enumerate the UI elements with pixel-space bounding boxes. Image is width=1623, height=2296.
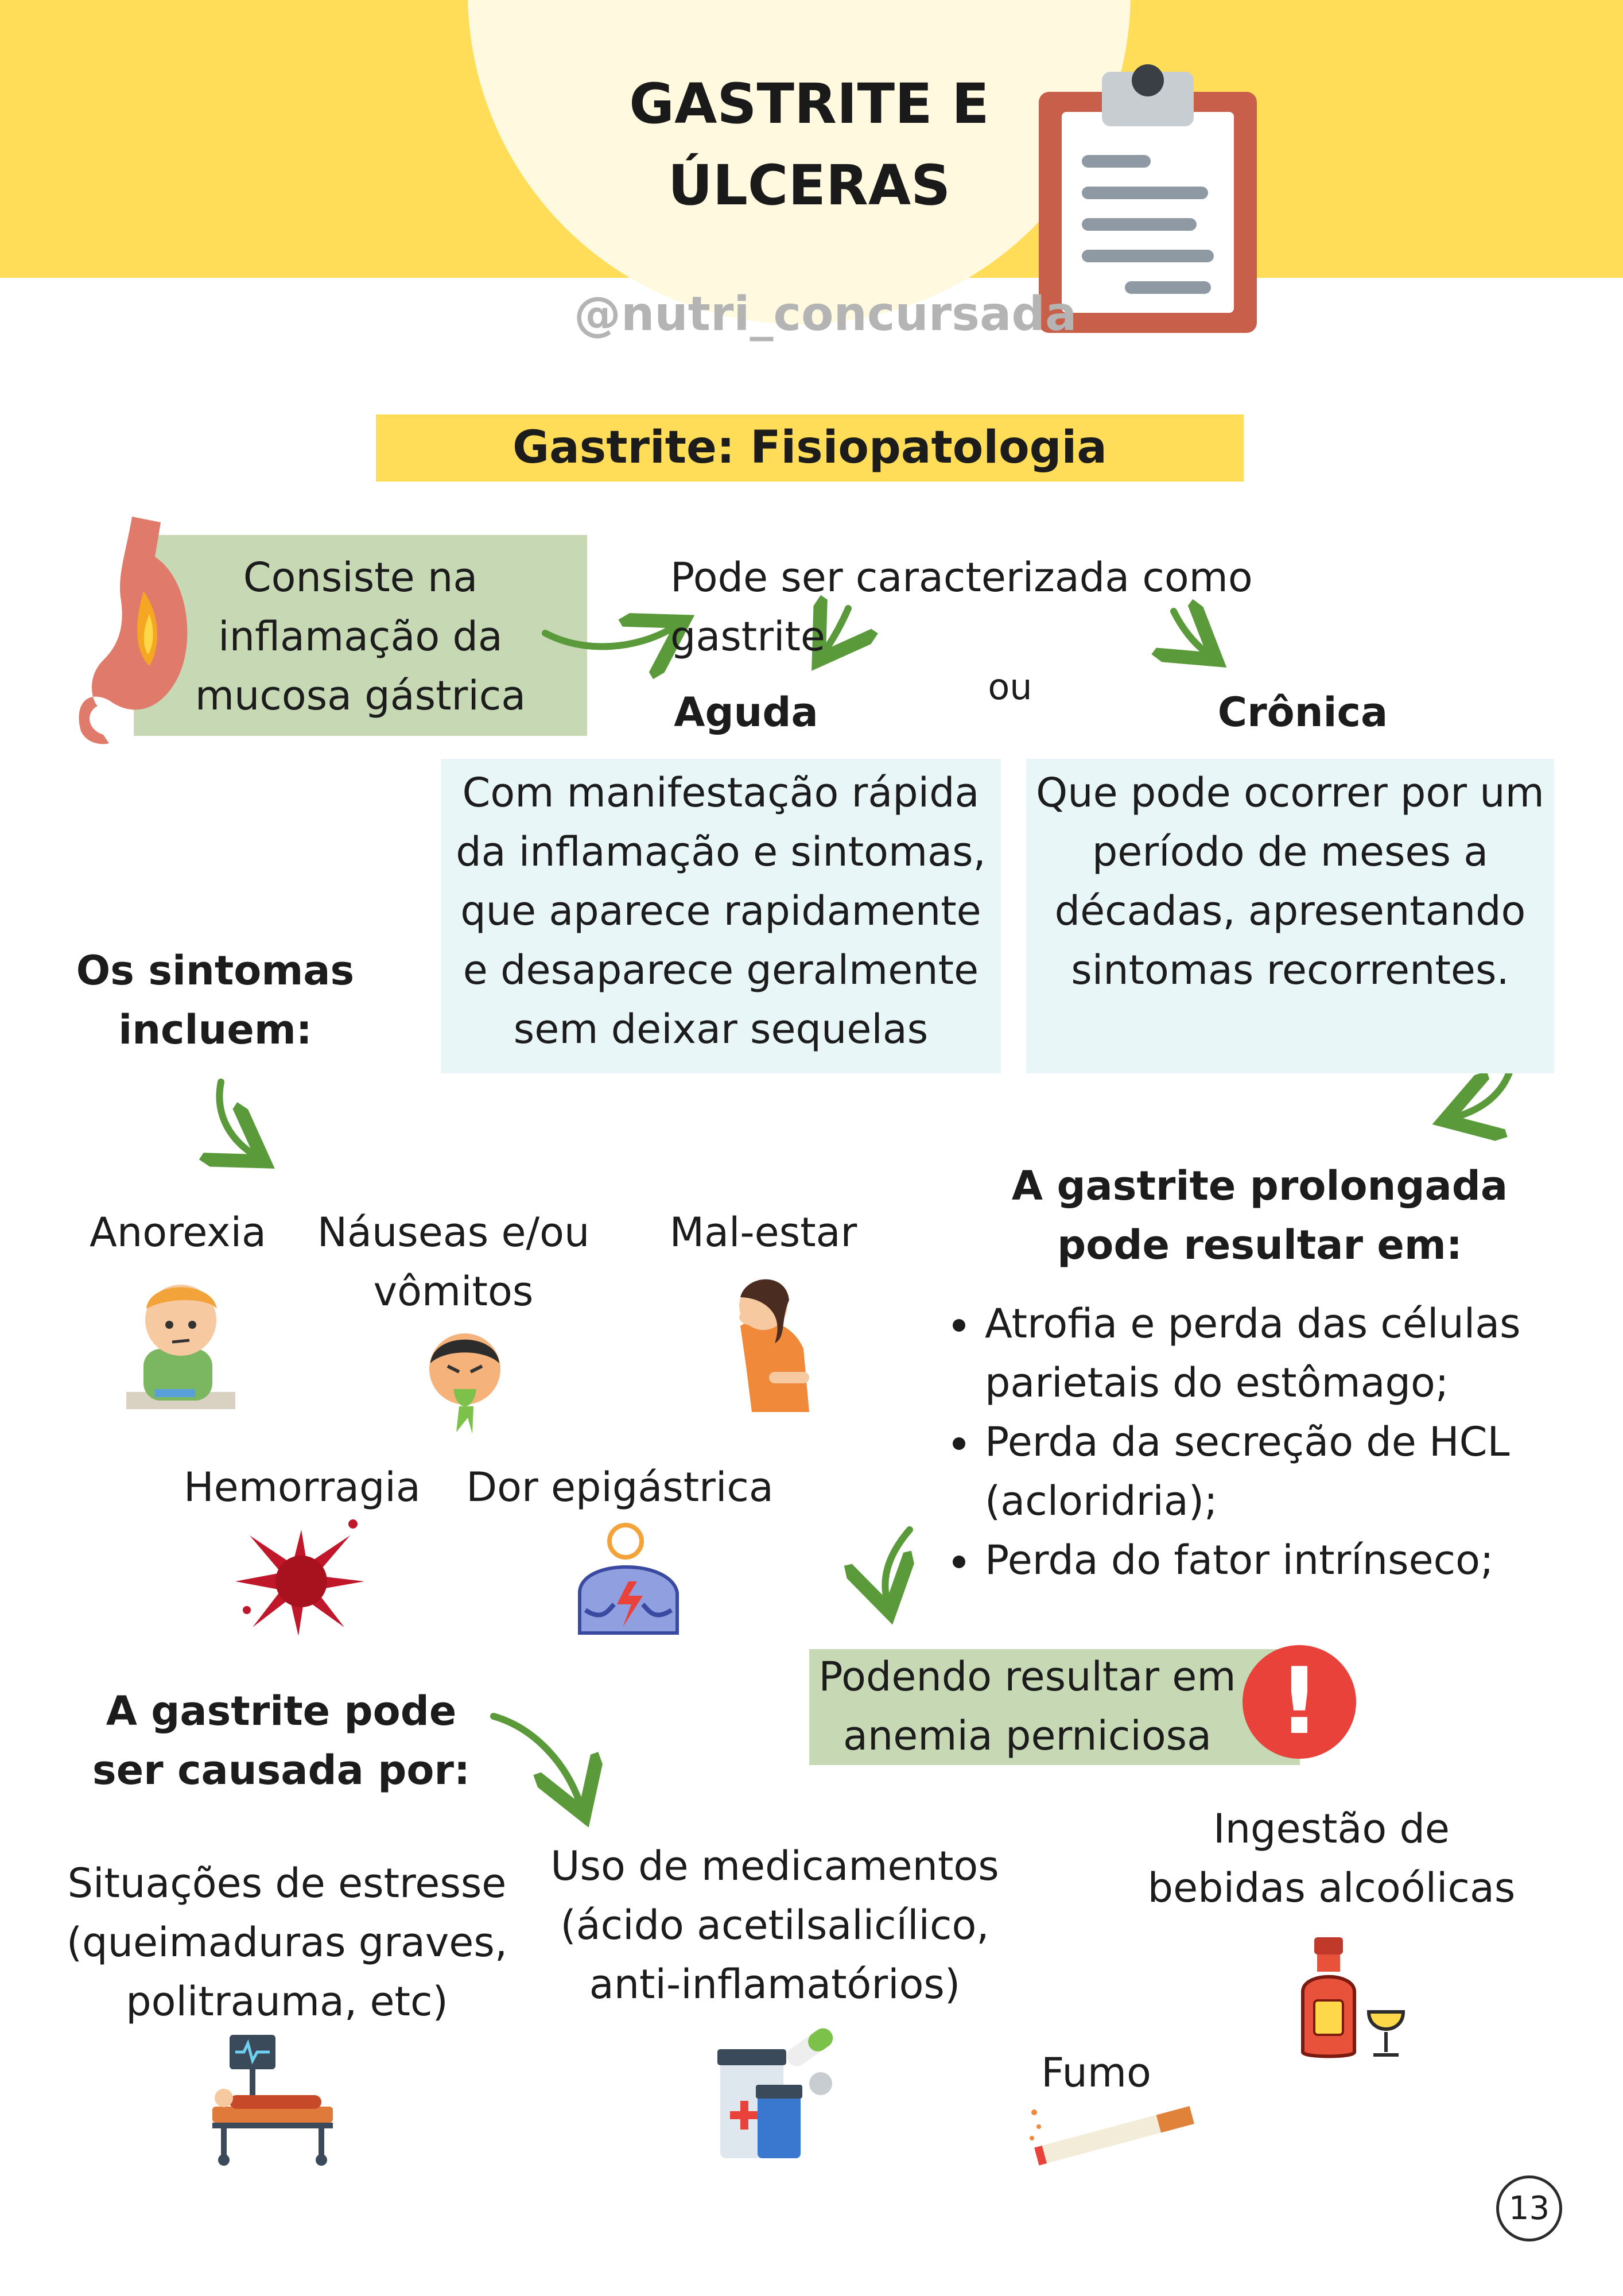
acute-line-2: da inflamação e sintomas, bbox=[456, 828, 986, 875]
arrow-definition bbox=[545, 629, 671, 646]
prolonged-heading bbox=[987, 1157, 1532, 1275]
symptoms-heading-line-2: incluem: bbox=[118, 1006, 312, 1053]
classification-intro: Pode ser caracterizada como gastrite bbox=[670, 554, 1253, 660]
or-label: ou bbox=[988, 666, 1032, 708]
prolonged-heading-line-1: A gastrite prolongada bbox=[1011, 1162, 1508, 1209]
acute-description bbox=[441, 763, 1001, 1059]
symptoms-heading-line-1: Os sintomas bbox=[76, 947, 355, 994]
prolonged-item-1-line-2: parietais do estômago; bbox=[985, 1359, 1449, 1406]
cause-meds-line-2: (ácido acetilsalicílico, bbox=[560, 1902, 989, 1949]
definition-line-2: inflamação da bbox=[218, 613, 503, 660]
vomiting-face-icon bbox=[428, 1332, 502, 1435]
chronic-line-2: período de meses a bbox=[1092, 828, 1489, 875]
blood-splatter-icon bbox=[235, 1512, 367, 1639]
sick-woman-icon bbox=[717, 1274, 821, 1412]
symptom-label-epigastric-pain: Dor epigástrica bbox=[466, 1464, 774, 1511]
cause-alcohol bbox=[1119, 1799, 1544, 1918]
prolonged-item-1-line-1: Atrofia e perda das células bbox=[985, 1300, 1521, 1347]
chronic-line-1: Que pode ocorrer por um bbox=[1036, 769, 1544, 816]
chronic-line-4: sintomas recorrentes. bbox=[1071, 947, 1509, 994]
symptom-label-hemorrhage: Hemorragia bbox=[184, 1464, 421, 1511]
list-item bbox=[981, 1294, 1584, 1413]
chronic-description bbox=[1026, 763, 1554, 1000]
definition-line-1: Consiste na bbox=[243, 554, 478, 601]
symptoms-heading bbox=[63, 941, 367, 1060]
arrow-causes bbox=[494, 1716, 580, 1802]
definition-line-3: mucosa gástrica bbox=[195, 672, 526, 719]
symptom-nausea-line-2: vômitos bbox=[373, 1268, 534, 1315]
causes-heading bbox=[80, 1682, 482, 1800]
symptom-nausea-line-1: Náuseas e/ou bbox=[317, 1209, 590, 1256]
anemia-line-2: anemia perniciosa bbox=[842, 1712, 1212, 1759]
acute-line-3: que aparece rapidamente bbox=[460, 887, 981, 934]
cause-smoking: Fumo bbox=[1041, 2049, 1151, 2096]
cause-meds-line-1: Uso de medicamentos bbox=[550, 1843, 999, 1890]
cause-alcohol-line-2: bebidas alcoólicas bbox=[1147, 1864, 1516, 1911]
list-item bbox=[981, 1531, 1584, 1590]
acute-line-4: e desaparece geralmente bbox=[463, 947, 979, 994]
symptom-label-malaise: Mal-estar bbox=[669, 1209, 857, 1256]
liquor-bottle-icon bbox=[1288, 1937, 1412, 2061]
chronic-line-3: décadas, apresentando bbox=[1054, 887, 1526, 934]
cause-stress bbox=[57, 1854, 517, 2031]
symptom-label-anorexia: Anorexia bbox=[90, 1209, 266, 1256]
cause-medications bbox=[545, 1837, 1004, 2014]
cause-stress-line-3: politrauma, etc) bbox=[126, 1978, 448, 2025]
cause-alcohol-line-1: Ingestão de bbox=[1213, 1805, 1450, 1852]
cause-meds-line-3: anti-inflamatórios) bbox=[589, 1961, 961, 2008]
list-item bbox=[981, 1413, 1584, 1531]
medicine-bottles-icon bbox=[715, 2020, 847, 2164]
anemia-line-1: Podendo resultar em bbox=[818, 1653, 1236, 1700]
warning-glyph: ! bbox=[1278, 1647, 1321, 1755]
acute-label: Aguda bbox=[674, 689, 818, 736]
prolonged-item-3-line-1: Perda do fator intrínseco; bbox=[985, 1537, 1494, 1584]
acute-line-1: Com manifestação rápida bbox=[462, 769, 980, 816]
causes-heading-line-2: ser causada por: bbox=[92, 1747, 470, 1794]
causes-heading-line-1: A gastrite pode bbox=[106, 1688, 457, 1735]
prolonged-heading-line-2: pode resultar em: bbox=[1057, 1221, 1462, 1269]
cigarette-icon bbox=[1027, 2095, 1199, 2170]
section-title: Gastrite: Fisiopatologia bbox=[512, 422, 1107, 474]
bored-child-eating-icon bbox=[126, 1274, 235, 1412]
title-line-1: GASTRITE E bbox=[629, 72, 989, 136]
symptom-label-nausea bbox=[310, 1203, 597, 1321]
stomach-pain-icon bbox=[568, 1524, 689, 1639]
acute-line-5: sem deixar sequelas bbox=[513, 1006, 929, 1053]
title-line-2: ÚLCERAS bbox=[667, 153, 951, 218]
pernicious-anemia-text bbox=[809, 1647, 1245, 1766]
prolonged-item-2-line-2: (acloridria); bbox=[985, 1477, 1218, 1525]
arrow-result bbox=[885, 1530, 910, 1599]
author-handle: @nutri_concursada bbox=[574, 287, 1077, 342]
warning-icon bbox=[1243, 1645, 1356, 1759]
arrow-symptoms bbox=[219, 1082, 253, 1154]
prolonged-item-2-line-1: Perda da secreção de HCL bbox=[985, 1418, 1510, 1465]
prolonged-list bbox=[930, 1294, 1584, 1590]
cause-stress-line-1: Situações de estresse bbox=[67, 1860, 507, 1907]
cause-stress-line-2: (queimaduras graves, bbox=[66, 1919, 508, 1966]
page-number: 13 bbox=[1496, 2175, 1562, 2241]
chronic-label: Crônica bbox=[1217, 689, 1388, 736]
hospital-bed-icon bbox=[207, 2035, 339, 2167]
